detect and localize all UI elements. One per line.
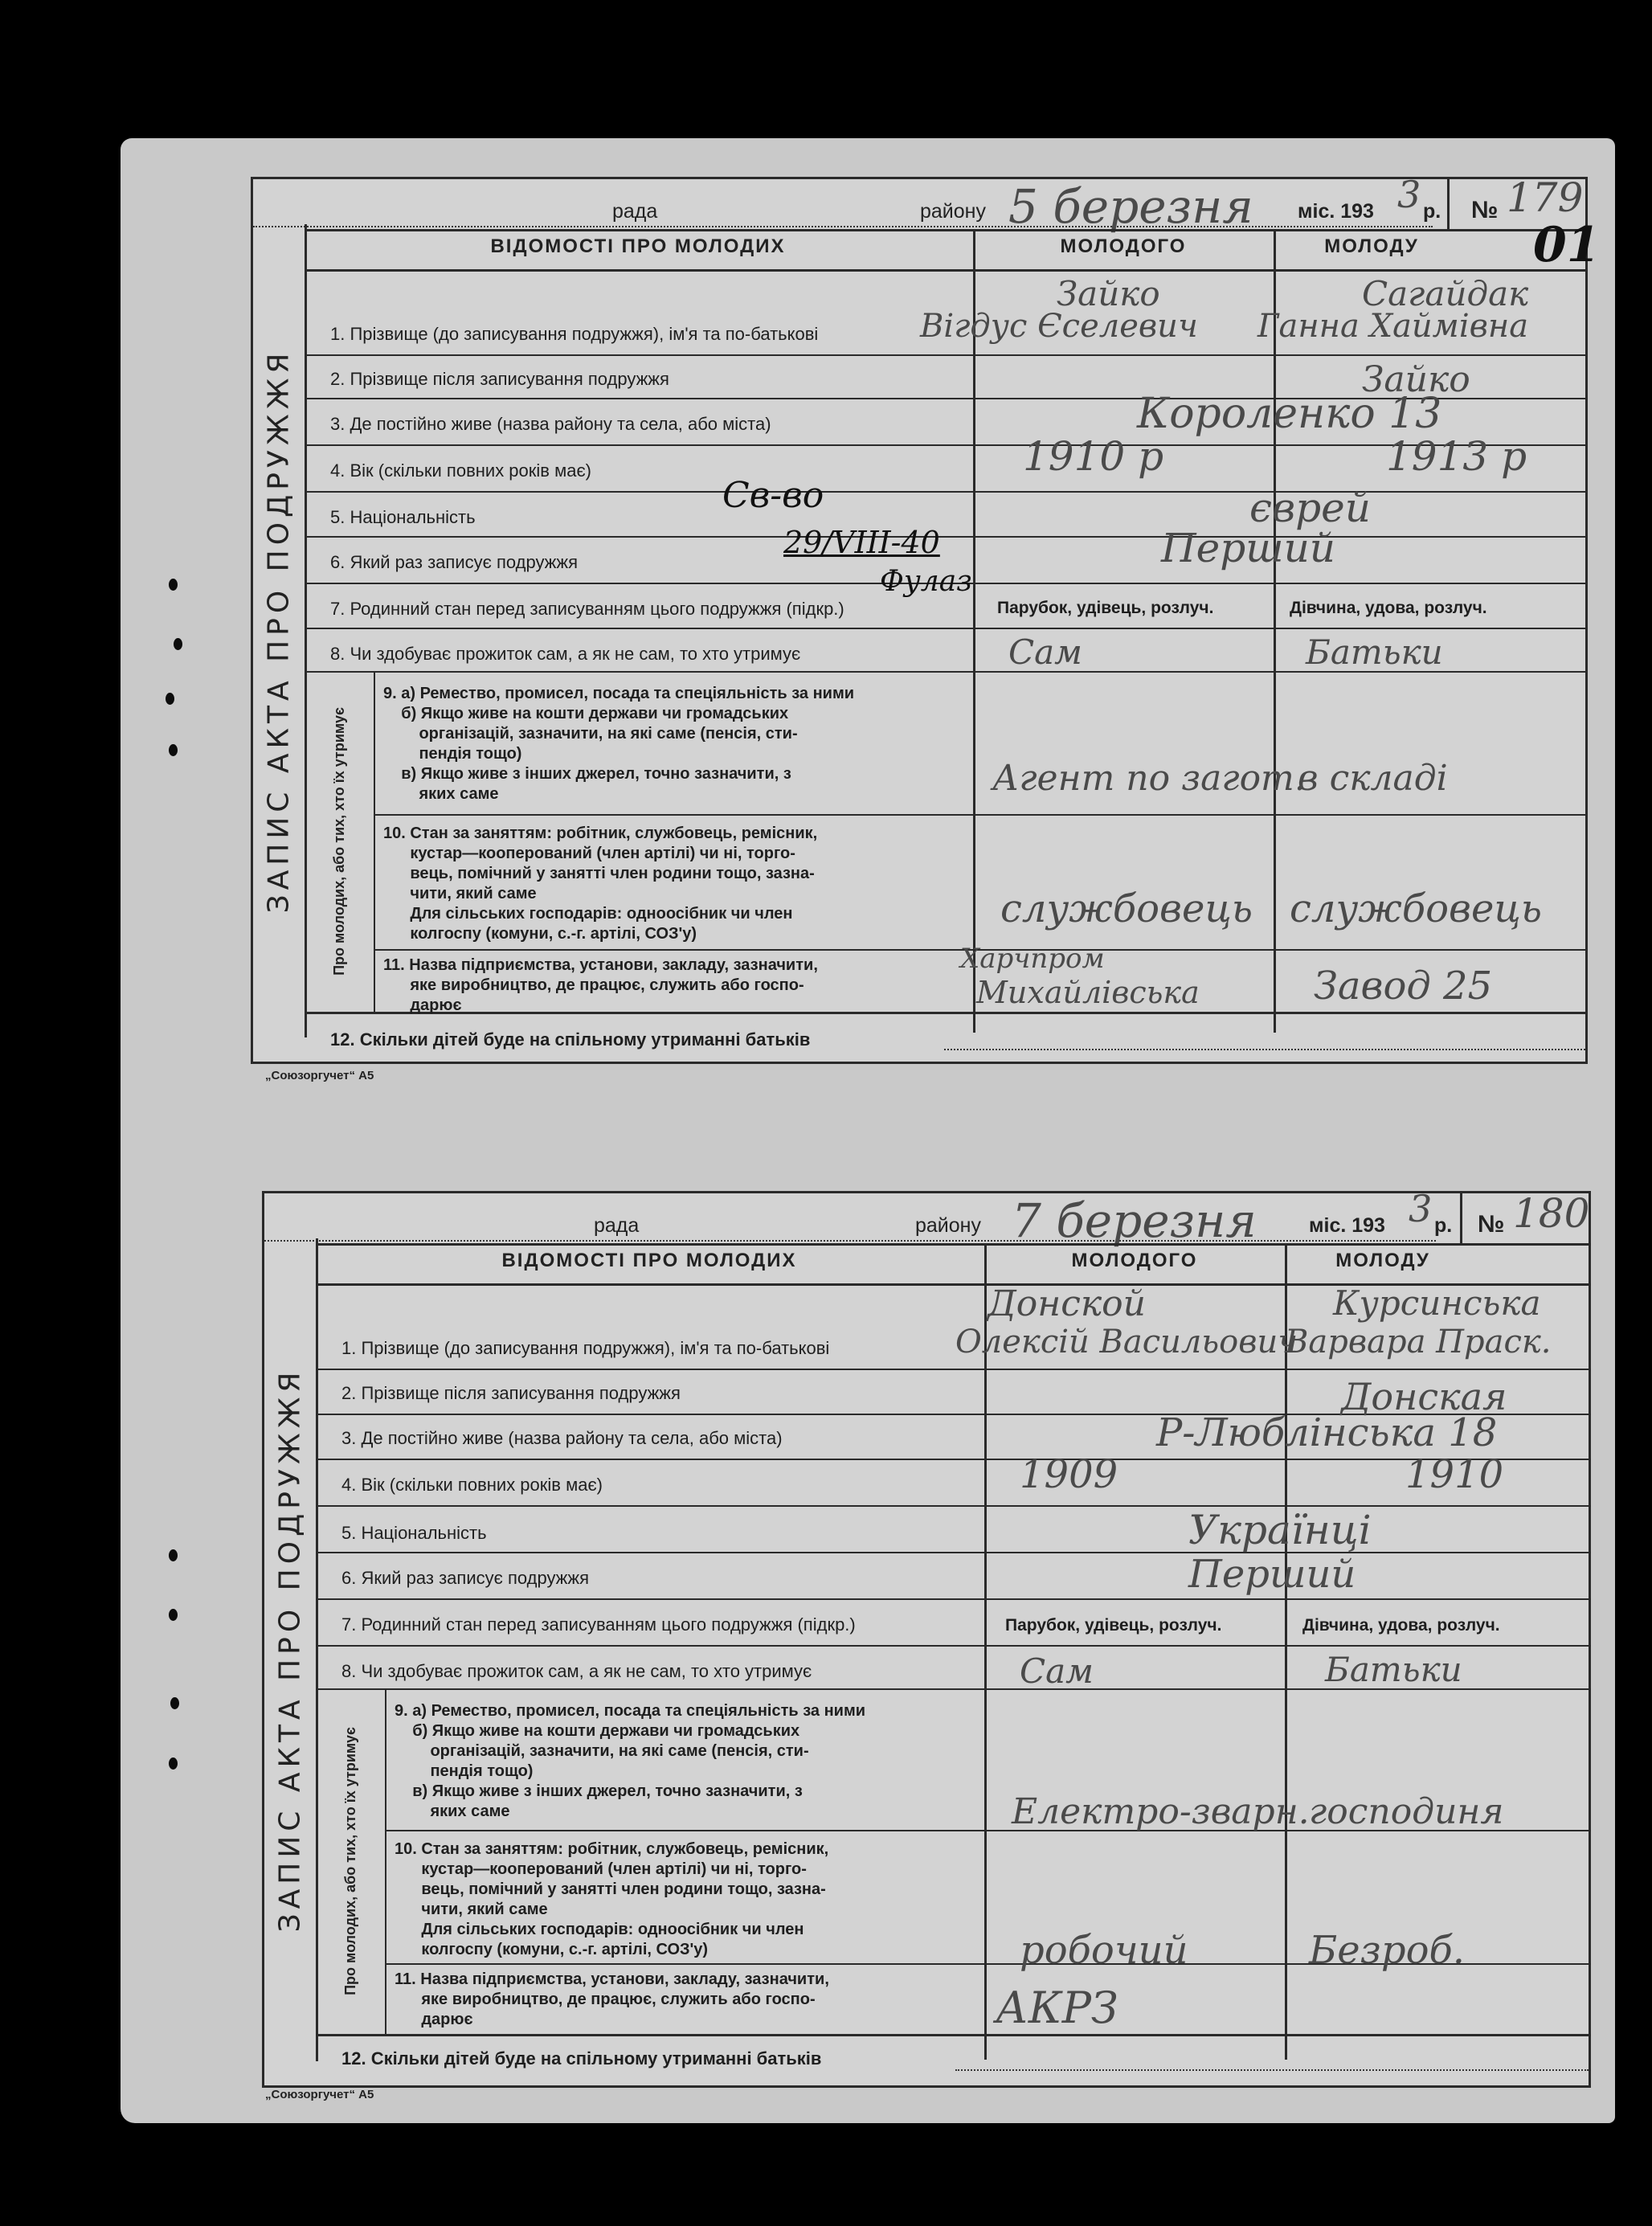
month-year-label: міс. 193 (1309, 1214, 1385, 1237)
bride-nationality: єврей (1249, 485, 1371, 531)
groom-marriage-count: Перший (1188, 1552, 1356, 1597)
rada-label: рада (594, 1214, 640, 1237)
bride-surname-after: Зайко (1362, 359, 1470, 400)
q9-text: 9. а) Ремество, промисел, посада та спеціяльність за ними б) Якщо живе на кошти держави чи громадських організацій, зазначити, на які саме (пенсія, сти- пендія тощо) в) Якщо живе з інших джерел, точно зазначити, з яких саме (383, 685, 855, 803)
groom-age: 1909 (1020, 1452, 1118, 1497)
groom-workplace: Харчпром (960, 943, 1105, 975)
month-year-label: міс. 193 (1298, 200, 1374, 223)
row-1-label: 1. Прізвище (до записування подружжя), ім'я та по-батькові (341, 1338, 830, 1358)
sub-label: Про молодих, або тих, хто їх утримує (331, 707, 347, 976)
bride-support: Батьки (1306, 632, 1443, 672)
marriage-record-180 (262, 1187, 1591, 2088)
date-handwritten: 5 березня (1008, 179, 1253, 234)
row-7-label: 7. Родинний стан перед записуванням цього подружжя (підкр.) (341, 1614, 856, 1635)
row-2-label: 2. Прізвище після записування подружжя (341, 1383, 681, 1403)
bride-surname-after: Донская (1341, 1375, 1507, 1418)
record-no-label: № (1471, 197, 1499, 223)
binder-hole (170, 1697, 179, 1709)
bride-name: Варвара Праск. (1285, 1324, 1552, 1361)
groom-residence: Короленко 13 (1137, 390, 1442, 438)
record-number: 180 (1513, 1190, 1590, 1237)
bride-status: службовець (1290, 886, 1543, 931)
binder-hole (169, 1609, 178, 1621)
binder-hole (169, 1549, 178, 1561)
groom-residence: Р-Люблінська 18 (1156, 1410, 1498, 1455)
annotation-stamp: Св-во (722, 475, 824, 516)
sub-side-column (305, 671, 375, 1012)
row-8-label: 8. Чи здобуває прожиток сам, а як не сам, то хто утримує (341, 1661, 812, 1681)
row-5-label: 5. Національність (330, 507, 476, 527)
rayon-label: району (915, 1214, 981, 1237)
q9-text: 9. а) Ремество, промисел, посада та спеціяльність за ними б) Якщо живе на кошти держави чи громадських організацій, зазначити, на які саме (пенсія, сти- пендія тощо) в) Якщо живе з інших джерел, точно зазначити, з яких саме (395, 1702, 866, 1820)
row-5-label: 5. Національність (341, 1523, 487, 1543)
year-digit: 3 (1409, 1187, 1433, 1230)
colhead-groom: МОЛОДОГО (1060, 235, 1187, 257)
record-number: 179 (1507, 174, 1584, 221)
row-2-label: 2. Прізвище після записування подружжя (330, 369, 669, 389)
binder-hole (174, 638, 182, 650)
marriage-record-179 (251, 173, 1588, 1064)
binder-hole (169, 744, 178, 756)
side-column (264, 1238, 318, 2061)
side-column (253, 224, 307, 1037)
rayon-label: району (920, 200, 986, 223)
colhead-info: ВІДОМОСТІ ПРО МОЛОДИХ (490, 235, 786, 257)
sub-label: Про молодих, або тих, хто їх утримує (342, 1727, 358, 1995)
groom-status: службовець (1000, 886, 1253, 931)
groom-occupation: Електро-зварн. (1012, 1791, 1310, 1832)
binder-hole (169, 579, 178, 591)
annotation-signature: Фулаз (880, 565, 972, 598)
groom-age: 1910 р (1023, 433, 1164, 480)
row-6-label: 6. Який раз записує подружжя (341, 1568, 590, 1588)
bride-occupation: в складі (1298, 758, 1448, 799)
q12-text: 12. Скільки дітей буде на спільному утриманні батьків (341, 2048, 822, 2068)
sub-side-column (316, 1688, 386, 2034)
bride-status: Безроб. (1309, 1928, 1466, 1973)
groom-status: робочий (1020, 1928, 1188, 1973)
q10-text: 10. Стан за заняттям: робітник, службовець, ремісник, кустар—кооперований (член артілі) чи ні, торго- вець, помічний у занятті член родини тощо, зазна- чити, який саме Для сільських господарів: одноосібник чи член колгоспу (комуни, с.-г. артілі, СОЗ'у) (395, 1840, 829, 1958)
side-mark: 01 (1533, 217, 1601, 273)
row-7-label: 7. Родинний стан перед записуванням цього подружжя (підкр.) (330, 599, 844, 619)
groom-nationality: Українці (1188, 1507, 1372, 1553)
r-label: р. (1423, 200, 1441, 223)
groom-marriage-count: Перший (1161, 525, 1335, 571)
groom-name: Вігдус Єселевич (920, 308, 1198, 345)
groom-name: Олексій Васильович (955, 1324, 1298, 1361)
groom-status-options: Парубок, удівець, розлуч. (997, 599, 1214, 617)
footer-print-2: „Союзоргучет“ А5 (265, 2088, 374, 2101)
q11-text: 11. Назва підприємства, установи, закладу, зазначити, яке виробництво, де працює, служить або госпо- дарює (383, 956, 818, 1014)
bride-surname: Сагайдак (1362, 274, 1529, 313)
record-no-label: № (1478, 1211, 1505, 1238)
groom-workplace-2: Михайлівська (976, 975, 1200, 1010)
groom-occupation: Агент по загот. (992, 758, 1306, 799)
q11-text: 11. Назва підприємства, установи, закладу, зазначити, яке виробництво, де працює, служить або госпо- дарює (395, 1970, 829, 2028)
row-4-label: 4. Вік (скільки повних років має) (330, 460, 592, 481)
bride-age: 1913 р (1386, 433, 1527, 480)
r-label: р. (1434, 1214, 1453, 1237)
row-1-label: 1. Прізвище (до записування подружжя), ім'я та по-батькові (330, 324, 819, 344)
footer-print-1: „Союзоргучет“ А5 (265, 1069, 374, 1082)
row-3-label: 3. Де постійно живе (назва району та села, або міста) (330, 414, 771, 434)
row-3-label: 3. Де постійно живе (назва району та села, або міста) (341, 1428, 783, 1448)
colhead-info: ВІДОМОСТІ ПРО МОЛОДИХ (501, 1250, 797, 1271)
row-8-label: 8. Чи здобуває прожиток сам, а як не сам, то хто утримує (330, 644, 801, 664)
groom-workplace: АКРЗ (996, 1983, 1118, 2033)
annotation-date: 29/VIII-40 (783, 525, 940, 560)
groom-surname: Зайко (1057, 274, 1160, 313)
groom-support: Сам (1008, 632, 1082, 672)
bride-status-options: Дівчина, удова, розлуч. (1290, 599, 1487, 617)
q10-text: 10. Стан за заняттям: робітник, службовець, ремісник, кустар—кооперований (член артілі) чи ні, торго- вець, помічний у занятті член родини тощо, зазна- чити, який саме Для сільських господарів: одноосібник чи член колгоспу (комуни, с.-г. артілі, СОЗ'у) (383, 825, 818, 943)
colhead-bride: МОЛОДУ (1335, 1250, 1430, 1271)
bride-age: 1910 (1405, 1452, 1504, 1497)
row-6-label: 6. Який раз записує подружжя (330, 552, 579, 572)
bride-surname: Курсинська (1333, 1283, 1541, 1323)
colhead-groom: МОЛОДОГО (1071, 1250, 1198, 1271)
bride-occupation: господиня (1309, 1791, 1504, 1832)
groom-support: Сам (1020, 1651, 1094, 1691)
side-label: ЗАПИС АКТА ПРО ПОДРУЖЖЯ (273, 1367, 307, 1933)
binder-hole (166, 693, 174, 705)
groom-surname: Донской (988, 1283, 1146, 1324)
bride-workplace: Завод 25 (1314, 964, 1493, 1009)
bride-support: Батьки (1325, 1650, 1462, 1689)
bride-name: Ганна Хаймівна (1257, 308, 1529, 345)
bride-status-options: Дівчина, удова, розлуч. (1302, 1616, 1500, 1635)
side-label: ЗАПИС АКТА ПРО ПОДРУЖЖЯ (262, 348, 296, 914)
q12-text: 12. Скільки дітей буде на спільному утриманні батьків (330, 1029, 811, 1050)
date-handwritten: 7 березня (1012, 1193, 1257, 1248)
rada-label: рада (611, 200, 658, 223)
row-4-label: 4. Вік (скільки повних років має) (341, 1475, 603, 1495)
colhead-bride: МОЛОДУ (1324, 235, 1419, 257)
groom-status-options: Парубок, удівець, розлуч. (1005, 1616, 1222, 1635)
binder-hole (169, 1757, 178, 1770)
year-digit: 3 (1397, 173, 1421, 216)
